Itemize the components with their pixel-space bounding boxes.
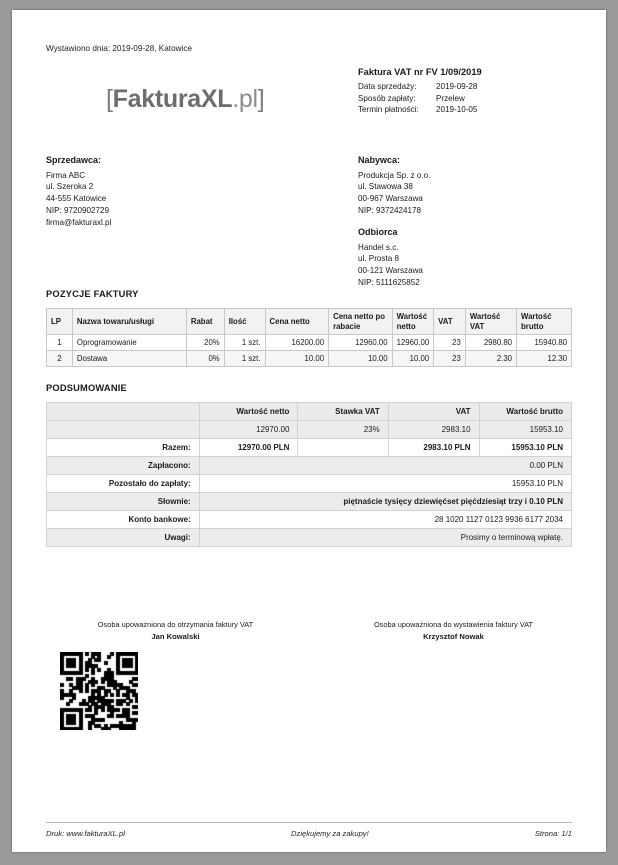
logo-bracket-close: ] <box>257 85 265 113</box>
cell-wartosc-vat: 2.30 <box>465 351 516 367</box>
signature-right-caption: Osoba upoważniona do wystawienia faktury VAT <box>373 620 534 629</box>
logo-bold: Faktura <box>112 85 201 113</box>
receiver-block <box>358 227 608 289</box>
footer-right: Strona: 1/1 <box>534 829 572 838</box>
summary-row-netto: 12970.00 <box>199 421 298 439</box>
summary-line-account <box>47 511 572 529</box>
logo-rest: XL <box>200 85 233 113</box>
logo <box>106 85 264 114</box>
buyer-title: Nabywca: <box>358 155 401 165</box>
summary-row <box>47 421 572 439</box>
meta-label: Termin płatności: <box>358 105 419 114</box>
meta-value: 2019-10-05 <box>436 105 478 114</box>
seller-title: Sprzedawca: <box>46 155 102 165</box>
invoice-content <box>46 44 572 852</box>
receiver-line: ul. Prosta 8 <box>358 254 399 264</box>
cell-cena-netto: 10.00 <box>265 351 329 367</box>
issued-line: Wystawiono dnia: 2019-09-28, Katowice <box>46 44 193 53</box>
meta-label: Sposób zapłaty: <box>358 93 416 103</box>
summary-col-netto: Wartość netto <box>199 403 298 421</box>
summary-row-brutto: 15953.10 <box>479 421 571 439</box>
summary-row-label <box>47 421 200 439</box>
col-name: Nazwa towaru/usługi <box>72 309 186 335</box>
meta-row <box>358 93 608 105</box>
logo-suffix: .pl <box>232 85 258 113</box>
signature-left <box>68 619 283 643</box>
receiver-line: NIP: 5111625852 <box>358 277 420 287</box>
invoice-page <box>12 10 606 852</box>
col-cena-netto: Cena netto <box>265 309 329 335</box>
cell-lp: 2 <box>47 351 73 367</box>
meta-label: Data sprzedaży: <box>358 82 417 91</box>
meta-value: 2019-09-28 <box>436 82 478 91</box>
footer-left: Druk: www.fakturaXL.pl <box>46 829 125 838</box>
cell-wartosc-brutto: 15940.80 <box>517 335 572 351</box>
col-wartosc-vat: Wartość VAT <box>465 309 516 335</box>
signature-left-name: Jan Kowalski <box>151 632 200 641</box>
table-row <box>47 335 572 351</box>
signature-right-name: Krzysztof Nowak <box>423 632 484 641</box>
summary-col-brutto: Wartość brutto <box>479 403 571 421</box>
signature-left-caption: Osoba upoważniona do otrzymania faktury VAT <box>97 620 254 629</box>
col-wartosc-brutto: Wartość brutto <box>517 309 572 335</box>
cell-lp: 1 <box>47 335 73 351</box>
col-rabat: Rabat <box>186 309 224 335</box>
col-wartosc-netto: Wartość netto <box>392 309 434 335</box>
col-cena-po-rabacie: Cena netto po rabacie <box>329 309 393 335</box>
receiver-line: 00-121 Warszawa <box>358 266 423 276</box>
summary-col-empty <box>47 403 200 421</box>
seller-block <box>46 155 296 228</box>
summary-line-label: Zapłacono: <box>47 457 200 475</box>
cell-ilosc: 1 szt. <box>224 335 265 351</box>
summary-line-value: 15953.10 PLN <box>199 475 571 493</box>
meta-value: Przelew <box>436 93 465 103</box>
invoice-meta <box>358 67 608 116</box>
summary-line-value: piętnaście tysięcy dziewięćset pięćdziesiąt trzy i 0.10 PLN <box>199 493 571 511</box>
footer-middle: Dziękujemy za zakupy! <box>291 829 369 838</box>
signature-right <box>346 619 561 643</box>
summary-col-vat: VAT <box>388 403 479 421</box>
cell-rabat: 20% <box>186 335 224 351</box>
cell-ilosc: 1 szt. <box>224 351 265 367</box>
summary-line-label: Konto bankowe: <box>47 511 200 529</box>
qr-code <box>60 652 138 730</box>
summary-line-paid <box>47 457 572 475</box>
summary-row-vat: 2983.10 <box>388 421 479 439</box>
summary-row-total <box>47 439 572 457</box>
summary-section-title: PODSUMOWANIE <box>46 383 127 393</box>
receiver-line: Handel s.c. <box>358 242 399 252</box>
items-table <box>46 308 572 367</box>
summary-line-value: 0.00 PLN <box>199 457 571 475</box>
receiver-title: Odbiorca <box>358 227 398 237</box>
seller-line: NIP: 9720902729 <box>46 205 110 215</box>
logo-bracket-open: [ <box>106 85 113 113</box>
summary-line-label: Uwagi: <box>47 529 200 547</box>
cell-name: Dostawa <box>72 351 186 367</box>
items-header-row <box>47 309 572 335</box>
parties-block <box>46 155 572 285</box>
meta-row <box>358 104 608 116</box>
summary-col-stawka: Stawka VAT <box>298 403 388 421</box>
summary-line-value: 28 1020 1127 0123 9936 6177 2034 <box>199 511 571 529</box>
buyer-block <box>358 155 608 217</box>
summary-header-row <box>47 403 572 421</box>
summary-table <box>46 402 572 547</box>
cell-rabat: 0% <box>186 351 224 367</box>
summary-line-due <box>47 475 572 493</box>
cell-wartosc-vat: 2980.80 <box>465 335 516 351</box>
cell-vat: 23 <box>434 351 466 367</box>
buyer-line: ul. Stawowa 38 <box>358 182 413 192</box>
cell-wartosc-brutto: 12.30 <box>517 351 572 367</box>
summary-line-words <box>47 493 572 511</box>
cell-wartosc-netto: 12960.00 <box>392 335 434 351</box>
buyer-line: NIP: 9372424178 <box>358 205 422 215</box>
summary-line-value: Prosimy o terminową wpłatę. <box>199 529 571 547</box>
summary-line-label: Pozostało do zapłaty: <box>47 475 200 493</box>
invoice-title: Faktura VAT nr FV 1/09/2019 <box>358 67 482 77</box>
summary-total-stawka <box>298 439 388 457</box>
buyer-line: Produkcja Sp. z o.o. <box>358 170 431 180</box>
seller-email: firma@fakturaxl.pl <box>46 217 112 227</box>
col-vat: VAT <box>434 309 466 335</box>
buyer-line: 00-967 Warszawa <box>358 194 423 204</box>
cell-cena-netto: 16200.00 <box>265 335 329 351</box>
cell-name: Oprogramowanie <box>72 335 186 351</box>
summary-row-stawka: 23% <box>298 421 388 439</box>
col-lp: LP <box>47 309 73 335</box>
cell-cena-po-rabacie: 12960.00 <box>329 335 393 351</box>
table-row <box>47 351 572 367</box>
summary-total-netto: 12970.00 PLN <box>199 439 298 457</box>
seller-line: 44-555 Katowice <box>46 194 107 204</box>
summary-line-notes <box>47 529 572 547</box>
seller-line: Firma ABC <box>46 170 86 180</box>
summary-line-label: Słownie: <box>47 493 200 511</box>
meta-row <box>358 81 608 93</box>
header-row <box>46 67 572 139</box>
summary-total-vat: 2983.10 PLN <box>388 439 479 457</box>
items-section-title: POZYCJE FAKTURY <box>46 289 139 299</box>
cell-wartosc-netto: 10.00 <box>392 351 434 367</box>
cell-cena-po-rabacie: 10.00 <box>329 351 393 367</box>
col-ilosc: Ilość <box>224 309 265 335</box>
summary-total-brutto: 15953.10 PLN <box>479 439 571 457</box>
seller-line: ul. Szeroka 2 <box>46 182 94 192</box>
cell-vat: 23 <box>434 335 466 351</box>
page-footer <box>46 822 572 838</box>
summary-total-label: Razem: <box>47 439 200 457</box>
